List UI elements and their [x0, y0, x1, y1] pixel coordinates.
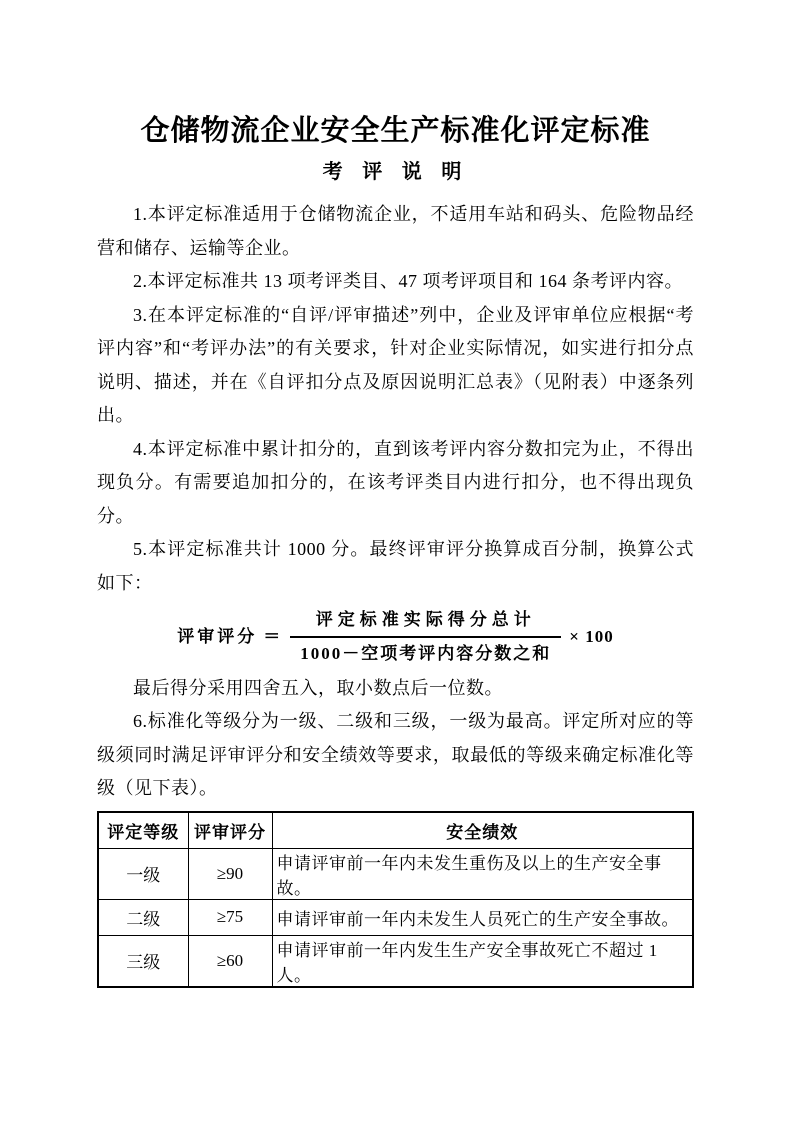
paragraph-4: 4.本评定标准中累计扣分的，直到该考评内容分数扣完为止，不得出现负分。有需要追加扣分的，在该考评类目内进行扣分，也不得出现负分。 — [97, 438, 694, 526]
header-cell-grade: 评定等级 — [98, 812, 188, 849]
formula-denominator: 1000－空项考评内容分数之和 — [290, 636, 561, 666]
cell-score: ≥60 — [188, 935, 272, 987]
cell-grade: 一级 — [98, 848, 188, 899]
table-row — [98, 899, 693, 935]
score-conversion-formula — [97, 608, 694, 666]
cell-safety-performance: 申请评审前一年内未发生人员死亡的生产安全事故。 — [272, 899, 693, 935]
table-header-row — [98, 812, 693, 849]
grade-criteria-table — [97, 811, 694, 988]
paragraph-6: 6.标准化等级分为一级、二级和三级，一级为最高。评定所对应的等级须同时满足评审评分和安全绩效等要求，取最低的等级来确定标准化等级（见下表）。 — [97, 711, 694, 799]
document-content — [97, 112, 694, 988]
cell-grade: 二级 — [98, 899, 188, 935]
paragraph-5: 5.本评定标准共计 1000 分。最终评审评分换算成百分制，换算公式如下： — [97, 539, 694, 593]
header-cell-score: 评审评分 — [188, 812, 272, 849]
cell-safety-performance: 申请评审前一年内发生生产安全事故死亡不超过 1 人。 — [272, 935, 693, 987]
formula-lhs: 评审评分 — [177, 626, 258, 646]
table-row — [98, 935, 693, 987]
formula-fraction — [290, 608, 561, 666]
formula-multiplier: × 100 — [569, 626, 614, 646]
cell-safety-performance: 申请评审前一年内未发生重伤及以上的生产安全事故。 — [272, 848, 693, 899]
formula-equals-sign: ＝ — [263, 626, 281, 646]
cell-score: ≥90 — [188, 848, 272, 899]
paragraph-after-formula: 最后得分采用四舍五入，取小数点后一位数。 — [133, 677, 503, 698]
paragraph-2: 2.本评定标准共 13 项考评类目、47 项考评项目和 164 条考评内容。 — [133, 271, 683, 291]
paragraph-1: 1.本评定标准适用于仓储物流企业，不适用车站和码头、危险物品经营和储存、运输等企业。 — [97, 204, 694, 258]
document-title: 仓储物流企业安全生产标准化评定标准 — [140, 115, 651, 147]
document-subtitle: 考 评 说 明 — [322, 161, 469, 183]
header-cell-safety-performance: 安全绩效 — [272, 812, 693, 849]
cell-grade: 三级 — [98, 935, 188, 987]
table-row — [98, 848, 693, 899]
formula-numerator: 评定标准实际得分总计 — [315, 610, 536, 629]
paragraph-3: 3.在本评定标准的“自评/评审描述”列中，企业及评审单位应根据“考评内容”和“考评办法”的有关要求，针对企业实际情况，如实进行扣分点说明、描述，并在《自评扣分点及原因说明汇总表》（见附表）中逐条列出。 — [97, 304, 694, 425]
cell-score: ≥75 — [188, 899, 272, 935]
